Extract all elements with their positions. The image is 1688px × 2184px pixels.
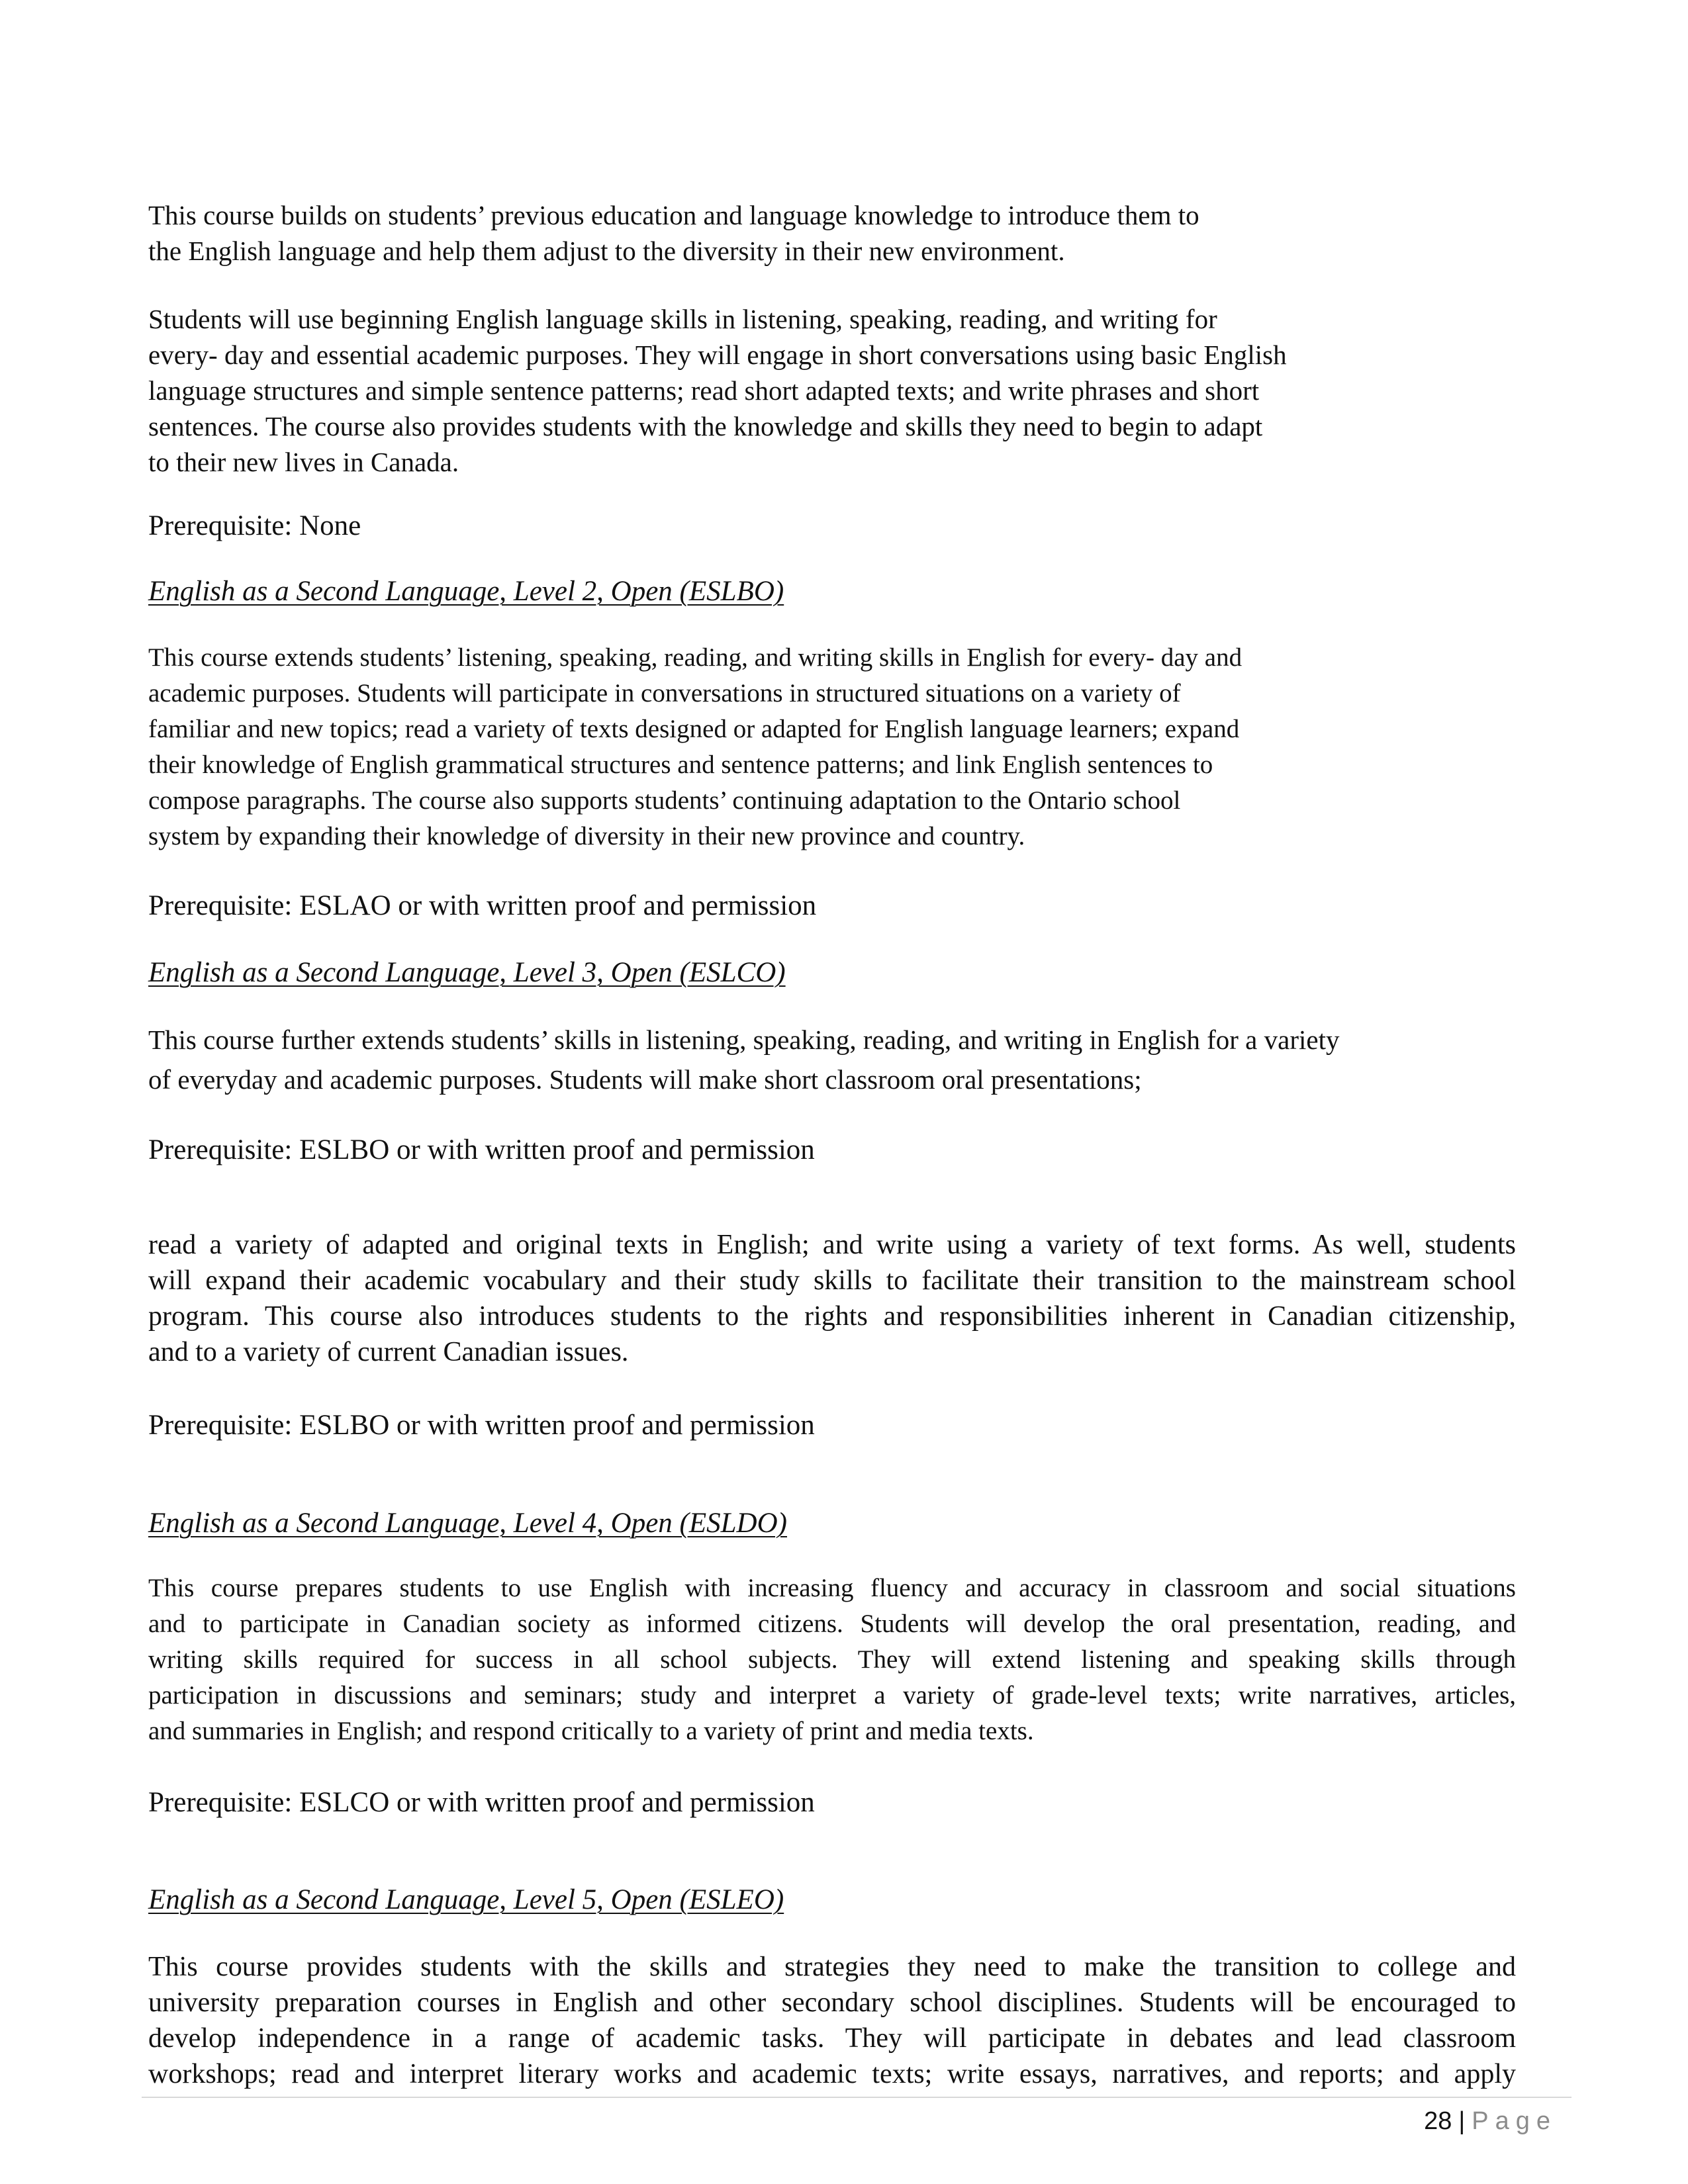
esleo-description-paragraph (148, 1949, 1516, 2092)
text-line: system by expanding their knowledge of diversity in their new province and country. (148, 822, 1025, 850)
text-line: familiar and new topics; read a variety of texts designed or adapted for English language learners; expand (148, 715, 1240, 743)
text-line: and summaries in English; and respond critically to a variety of print and media texts. (148, 1717, 1034, 1745)
text-line: language structures and simple sentence patterns; read short adapted texts; and write phrases and short (148, 375, 1260, 406)
text-line: compose paragraphs. The course also supports students’ continuing adaptation to the Ontario school (148, 786, 1181, 815)
text-line: and to participate in Canadian society as informed citizens. Students will develop the oral presentation, reading, and (148, 1610, 1516, 1638)
text-line: program. This course also introduces students to the rights and responsibilities inherent in Canadian citizenship, (148, 1301, 1516, 1332)
intro-paragraph (148, 197, 1525, 269)
text-line: will expand their academic vocabulary and their study skills to facilitate their transition to the mainstream school (148, 1265, 1516, 1296)
heading-esleo: English as a Second Language, Level 5, Open (ESLEO) (148, 1884, 784, 1915)
text-line: Students will use beginning English language skills in listening, speaking, reading, and writing for (148, 304, 1217, 334)
text-line: university preparation courses in English and other secondary school disciplines. Students will be encouraged to (148, 1987, 1516, 2018)
esldo-description-paragraph (148, 1570, 1516, 1749)
text-line: develop independence in a range of academic tasks. They will participate in debates and lead classroom (148, 2023, 1516, 2054)
text-line: This course extends students’ listening, speaking, reading, and writing skills in English for every- day and (148, 643, 1243, 672)
text-line: their knowledge of English grammatical structures and sentence patterns; and link English sentences to (148, 751, 1213, 779)
eslbo-description-paragraph (148, 640, 1525, 854)
eslao-description-paragraph (148, 301, 1525, 480)
text-line: to their new lives in Canada. (148, 447, 459, 477)
footer-divider (142, 2097, 1571, 2098)
page-footer (1424, 2105, 1557, 2138)
text-line: sentences. The course also provides students with the knowledge and skills they need to begin to adapt (148, 411, 1263, 441)
prerequisite-eslbo: Prerequisite: ESLAO or with written proof and permission (148, 890, 817, 921)
heading-esldo: English as a Second Language, Level 4, Open (ESLDO) (148, 1508, 787, 1539)
text-line: This course builds on students’ previous education and language knowledge to introduce them to (148, 200, 1199, 230)
eslco-description-paragraph (148, 1020, 1525, 1099)
text-line: the English language and help them adjust to the diversity in their new environment. (148, 236, 1065, 266)
eslco-continued-paragraph (148, 1227, 1516, 1370)
text-line: participation in discussions and seminars; study and interpret a variety of grade-level texts; write narratives, articles, (148, 1681, 1516, 1709)
page-label: Page (1472, 2107, 1557, 2135)
prerequisite-eslco-repeat: Prerequisite: ESLBO or with written proof and permission (148, 1410, 815, 1441)
text-line: every- day and essential academic purposes. They will engage in short conversations using basic English (148, 340, 1287, 370)
text-line: This course provides students with the skills and strategies they need to make the transition to college and (148, 1952, 1516, 1982)
text-line: read a variety of adapted and original texts in English; and write using a variety of text forms. As well, students (148, 1230, 1516, 1260)
text-line: of everyday and academic purposes. Students will make short classroom oral presentations; (148, 1064, 1142, 1095)
text-line: academic purposes. Students will participate in conversations in structured situations on a variety of (148, 679, 1181, 707)
prerequisite-eslao: Prerequisite: None (148, 510, 361, 541)
heading-eslco: English as a Second Language, Level 3, Open (ESLCO) (148, 957, 786, 988)
prerequisite-esldo: Prerequisite: ESLCO or with written proof and permission (148, 1787, 815, 1818)
footer-separator: | (1458, 2107, 1466, 2135)
prerequisite-eslco: Prerequisite: ESLBO or with written proof and permission (148, 1134, 815, 1165)
text-line: This course further extends students’ skills in listening, speaking, reading, and writing in English for a variety (148, 1024, 1340, 1055)
text-line: and to a variety of current Canadian issues. (148, 1337, 629, 1367)
text-line: writing skills required for success in all school subjects. They will extend listening and speaking skills through (148, 1645, 1516, 1674)
text-line: This course prepares students to use English with increasing fluency and accuracy in classroom and social situations (148, 1574, 1516, 1602)
page-number: 28 (1424, 2107, 1452, 2135)
heading-eslbo: English as a Second Language, Level 2, Open (ESLBO) (148, 576, 784, 607)
text-line: workshops; read and interpret literary works and academic texts; write essays, narratives, and reports; and apply (148, 2059, 1516, 2089)
